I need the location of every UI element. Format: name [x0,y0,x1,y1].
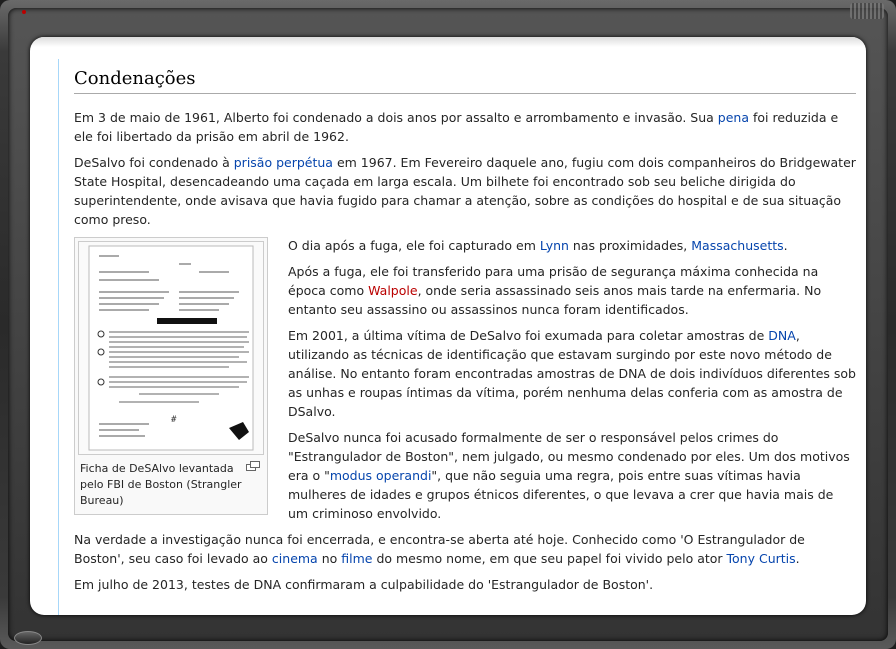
link-modus-operandi[interactable]: modus operandi [329,468,432,483]
svg-text:#: # [171,415,177,425]
text: no [317,551,342,566]
link-massachusetts[interactable]: Massachusetts [691,238,784,253]
text: em 1967. Em Fevereiro daquele ano, fugiu com dois companheiros do Bridgewater State Hospital, desencadeando uma caçada em larga escala. Um bilhete foi encontrado sob seu beliche dirigida do superintendente, onde avisava que havia fugido para chamar a atenção, sobre as condições do hospital e de sua situação como preso. [74,155,856,227]
speaker-grille [850,3,884,19]
thumbnail-figure [74,237,268,515]
fbi-file-image[interactable] [78,241,264,455]
caption-text: Ficha de DeSAlvo levantada pelo FBI de Boston (Strangler Bureau) [80,462,242,507]
link-cinema[interactable]: cinema [271,551,318,566]
paragraph-8: Em julho de 2013, testes de DNA confirmaram a culpabilidade do 'Estrangulador de Boston'. [74,577,654,592]
text: Em 3 de maio de 1961, Alberto foi condenado a dois anos por assalto e arrombamento e invasão. Sua [74,110,718,125]
text: nas proximidades, [568,238,692,253]
home-button[interactable] [14,631,42,645]
document-scan-icon [79,242,263,454]
link-lynn[interactable]: Lynn [539,238,569,253]
article-content [74,67,856,601]
text: , utilizando as técnicas de identificação que estavam surgindo por este novo método de análise. No entanto foram encontradas amostras de DNA de dois indivíduos diferentes sob as unhas e roupas íntimas da vítima, porém nenhuma delas conferia com as amostra de DSalvo. [288,328,856,419]
link-dna[interactable]: DNA [768,328,796,343]
indicator-light [22,10,26,14]
thumbnail-caption [78,455,264,511]
text: O dia após a fuga, ele foi capturado em [288,238,540,253]
link-tony-curtis[interactable]: Tony Curtis [726,551,796,566]
text: Após a fuga, ele foi transferido para uma prisão de segurança máxima conhecida na época como [288,264,819,298]
text: . [783,238,788,253]
screen [30,37,866,615]
paragraph-2 [74,153,856,229]
section-heading: Condenações [74,67,856,94]
link-prisao-perpetua[interactable]: prisão perpétua [233,155,333,170]
paragraph-1 [74,108,856,146]
text: Em 2001, a última vítima de DeSalvo foi exumada para coletar amostras de [288,328,769,343]
magnify-icon[interactable] [246,461,260,471]
text: do mesmo nome, em que seu papel foi vivido pelo ator [372,551,727,566]
link-filme[interactable]: filme [341,551,373,566]
text: DeSalvo nunca foi acusado formalmente de ser o responsável pelos crimes do "Estrangulador de Boston", nem julgado, ou mesmo condenado por eles. Um dos motivos era o " [288,430,850,483]
screen-shadow [30,37,866,47]
link-walpole[interactable]: Walpole [368,283,418,298]
text: Na verdade a investigação nunca foi encerrada, e encontra-se aberta até hoje. Conhecido como 'O Estrangulador de Boston', seu caso foi levado ao [74,532,805,566]
text: foi reduzida e ele foi libertado da prisão em abril de 1962. [74,110,839,144]
content-left-border [58,59,59,615]
link-pena[interactable]: pena [717,110,750,125]
paragraph-7 [74,530,856,568]
text: , onde seria assassinado seis anos mais tarde na enfermaria. No entanto seu assassino ou assassinos nunca foram identificados. [288,283,822,317]
text: . [795,551,800,566]
text: ", que não seguia uma regra, pois entre suas vítimas havia mulheres de idades e grupos étnicos diferentes, o que levava a crer que havia mais de um criminoso envolvido. [288,468,834,521]
text: DeSalvo foi condenado à [74,155,234,170]
